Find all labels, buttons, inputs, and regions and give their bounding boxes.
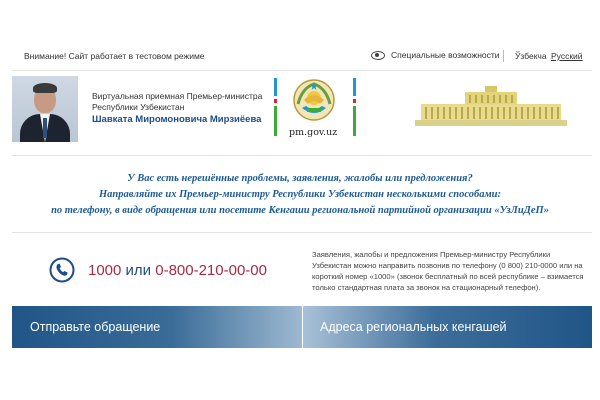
emblem-icon[interactable] (292, 78, 336, 122)
pm-portrait (12, 76, 78, 142)
reception-title (92, 91, 267, 113)
building-image (415, 86, 567, 126)
divider (12, 232, 592, 233)
appeal-line-3: по телефону, в виде обращения или посетите Кенгаши региональной партийной организации «УзЛиДеП» (51, 205, 549, 216)
phone-icon (49, 257, 75, 283)
reception-line-2: Республики Узбекистан (92, 102, 185, 112)
flag-bar-red (353, 99, 356, 103)
or-word: или (125, 262, 152, 279)
phone-numbers[interactable] (88, 262, 267, 279)
divider (12, 70, 592, 71)
test-mode-notice: Внимание! Сайт работает в тестовом режиме (24, 51, 205, 61)
language-uzbek[interactable]: Ўзбекча (515, 51, 547, 61)
regional-addresses-button[interactable]: Адреса региональных кенгашей (303, 306, 592, 348)
appeal-line-2: Направляйте их Премьер-министру Республики Узбекистан несколькими способами: (99, 189, 501, 200)
full-number[interactable]: 0-800-210-00-00 (155, 262, 267, 279)
phone-info: Заявления, жалобы и предложения Премьер-министру Республики Узбекистан можно направить позвонив по телефону (0 800) 210-0000 или на короткий номер «1000» (звонок бесплатный по всей республике – взимается только стандартная плата за звонок на стационарный телефон). (312, 250, 584, 292)
flag-bar-green (274, 106, 277, 136)
accessibility-link[interactable] (371, 50, 500, 60)
site-label[interactable]: pm.gov.uz (289, 127, 338, 138)
flag-bar-blue (274, 78, 277, 96)
short-number[interactable]: 1000 (88, 262, 122, 279)
divider (503, 50, 504, 62)
flag-bar-red (274, 99, 277, 103)
accessibility-label: Специальные возможности (391, 50, 500, 60)
top-bar (0, 0, 600, 72)
language-russian[interactable]: Русский (551, 51, 583, 61)
appeal-text (0, 171, 600, 219)
send-appeal-button[interactable]: Отправьте обращение (12, 306, 302, 348)
pm-name: Шавката Миромоновича Мирзиёева (92, 114, 262, 125)
appeal-line-1: У Вас есть нерешённые проблемы, заявления, жалобы или предложения? (127, 173, 473, 184)
eye-icon (371, 51, 385, 60)
reception-line-1: Виртуальная приемная Премьер-министра (92, 91, 263, 101)
flag-bar-green (353, 106, 356, 136)
divider (12, 155, 592, 156)
flag-bar-blue (353, 78, 356, 96)
